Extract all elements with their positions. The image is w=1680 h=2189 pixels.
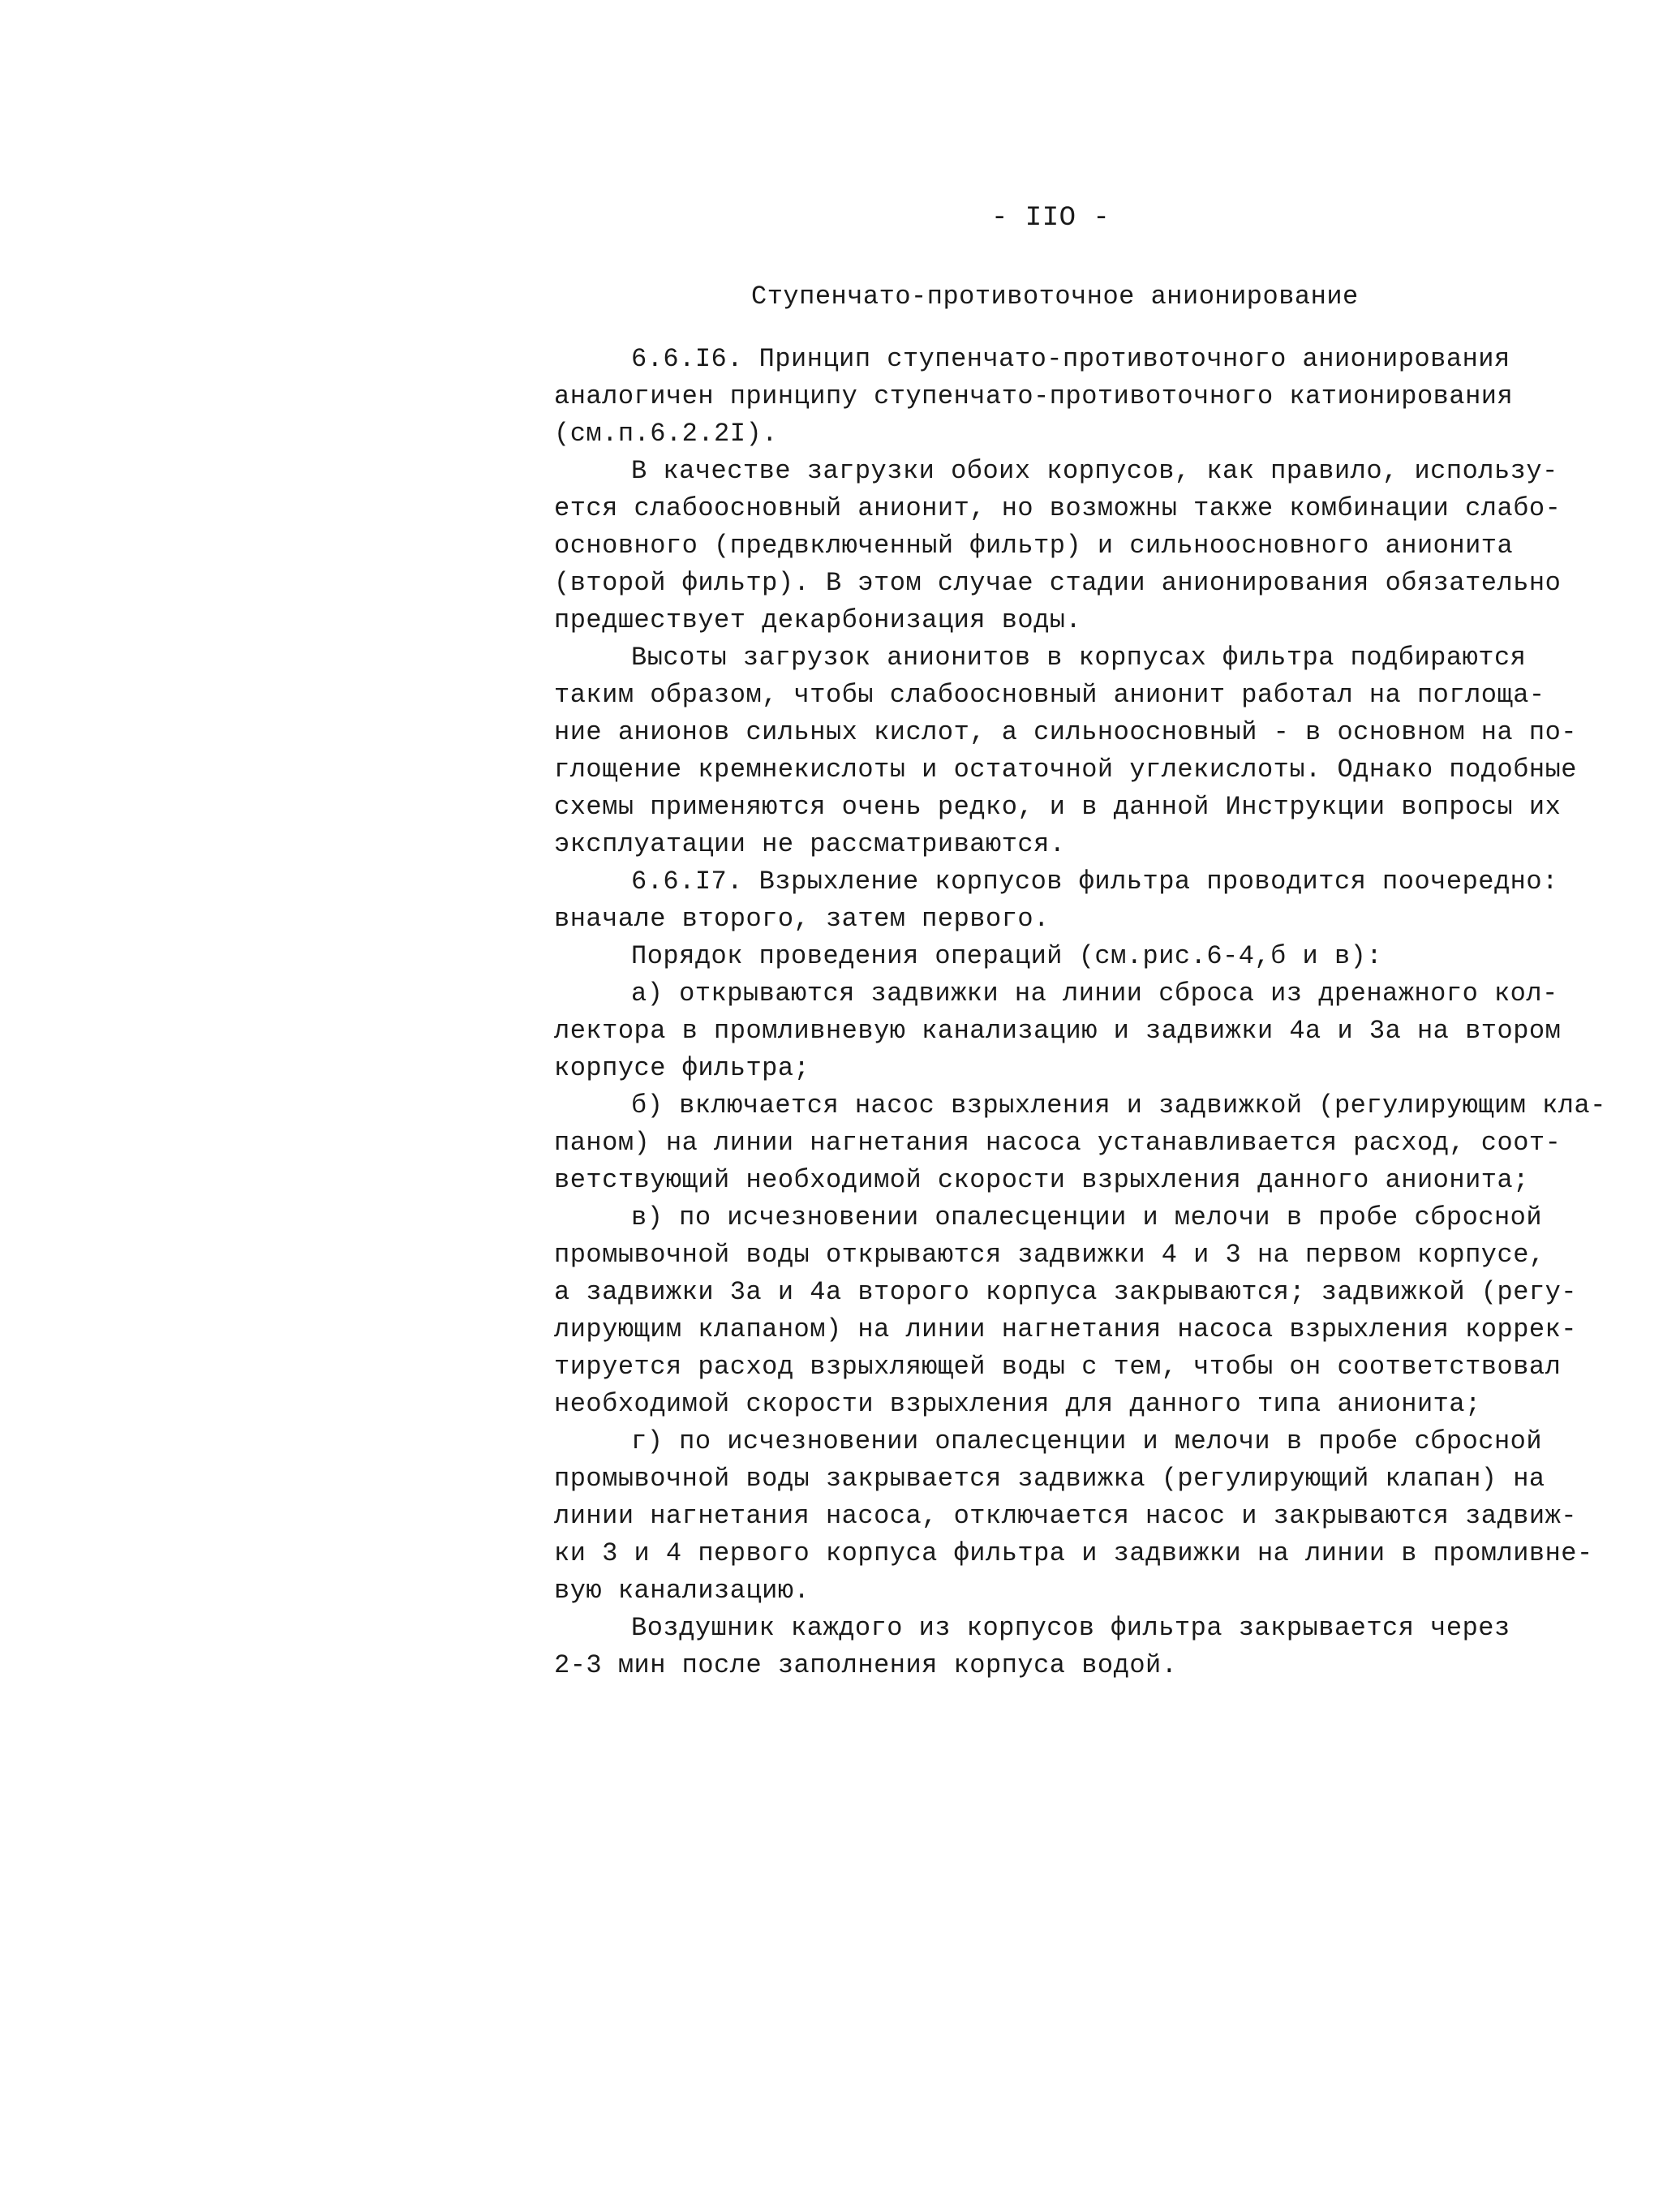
text-line: 6.6.I7. Взрыхление корпусов фильтра проводится поочередно: bbox=[631, 867, 1558, 897]
text-line: б) включается насос взрыхления и задвижкой (регулирующим кла- bbox=[631, 1090, 1606, 1120]
text-line: ветствующий необходимой скорости взрыхления данного анионита; bbox=[554, 1165, 1529, 1195]
text-line: Порядок проведения операций (см.рис.6-4,б и в): bbox=[631, 941, 1383, 971]
text-line: лектора в промливневую канализацию и задвижки 4а и 3а на втором bbox=[554, 1016, 1562, 1046]
text-line: ки 3 и 4 первого корпуса фильтра и задвижки на линии в промливне- bbox=[554, 1538, 1593, 1568]
text-line: вую канализацию. bbox=[554, 1576, 810, 1606]
text-line: линии нагнетания насоса, отключается насос и закрываются задвиж- bbox=[554, 1501, 1577, 1531]
section-title: Ступенчато-противоточное анионирование bbox=[751, 282, 1359, 312]
text-line: необходимой скорости взрыхления для данного типа анионита; bbox=[554, 1389, 1481, 1419]
text-line: ется слабоосновный анионит, но возможны также комбинации слабо- bbox=[554, 493, 1562, 523]
text-line: 2-3 мин после заполнения корпуса водой. bbox=[554, 1650, 1178, 1680]
text-line: глощение кремнекислоты и остаточной углекислоты. Однако подобные bbox=[554, 755, 1577, 785]
text-line: предшествует декарбонизация воды. bbox=[554, 605, 1082, 635]
text-line: 6.6.I6. Принцип ступенчато-противоточного анионирования bbox=[631, 344, 1510, 374]
text-line: Воздушник каждого из корпусов фильтра закрывается через bbox=[631, 1613, 1510, 1643]
text-line: паном) на линии нагнетания насоса устанавливается расход, соот- bbox=[554, 1128, 1562, 1158]
text-line: В качестве загрузки обоих корпусов, как правило, использу- bbox=[631, 456, 1558, 486]
text-line: (см.п.6.2.2I). bbox=[554, 419, 778, 449]
text-line: в) по исчезновении опалесценции и мелочи в пробе сбросной bbox=[631, 1202, 1543, 1232]
text-line: г) по исчезновении опалесценции и мелочи в пробе сбросной bbox=[631, 1426, 1543, 1456]
text-line: основного (предвключенный фильтр) и сильноосновного анионита bbox=[554, 531, 1514, 561]
text-line: корпусе фильтра; bbox=[554, 1053, 810, 1083]
text-line: ние анионов сильных кислот, а сильноосновный - в основном на по- bbox=[554, 717, 1577, 747]
text-line: схемы применяются очень редко, и в данной Инструкции вопросы их bbox=[554, 792, 1562, 822]
text-line: (второй фильтр). В этом случае стадии анионирования обязательно bbox=[554, 568, 1562, 598]
page-number: - IIO - bbox=[991, 203, 1111, 234]
text-line: а задвижки 3а и 4а второго корпуса закрываются; задвижкой (регу- bbox=[554, 1277, 1577, 1307]
text-line: лирующим клапаном) на линии нагнетания насоса взрыхления коррек- bbox=[554, 1314, 1577, 1344]
text-line: промывочной воды открываются задвижки 4 и 3 на первом корпусе, bbox=[554, 1240, 1545, 1270]
text-line: тируется расход взрыхляющей воды с тем, чтобы он соответствовал bbox=[554, 1352, 1562, 1382]
text-line: вначале второго, затем первого. bbox=[554, 904, 1050, 934]
text-line: промывочной воды закрывается задвижка (регулирующий клапан) на bbox=[554, 1464, 1545, 1494]
text-line: эксплуатации не рассматриваются. bbox=[554, 829, 1066, 859]
text-line: а) открываются задвижки на линии сброса из дренажного кол- bbox=[631, 978, 1558, 1008]
text-line: Высоты загрузок анионитов в корпусах фильтра подбираются bbox=[631, 643, 1527, 673]
text-line: таким образом, чтобы слабоосновный анионит работал на поглоща- bbox=[554, 680, 1545, 710]
text-line: аналогичен принципу ступенчато-противоточного катионирования bbox=[554, 381, 1514, 411]
